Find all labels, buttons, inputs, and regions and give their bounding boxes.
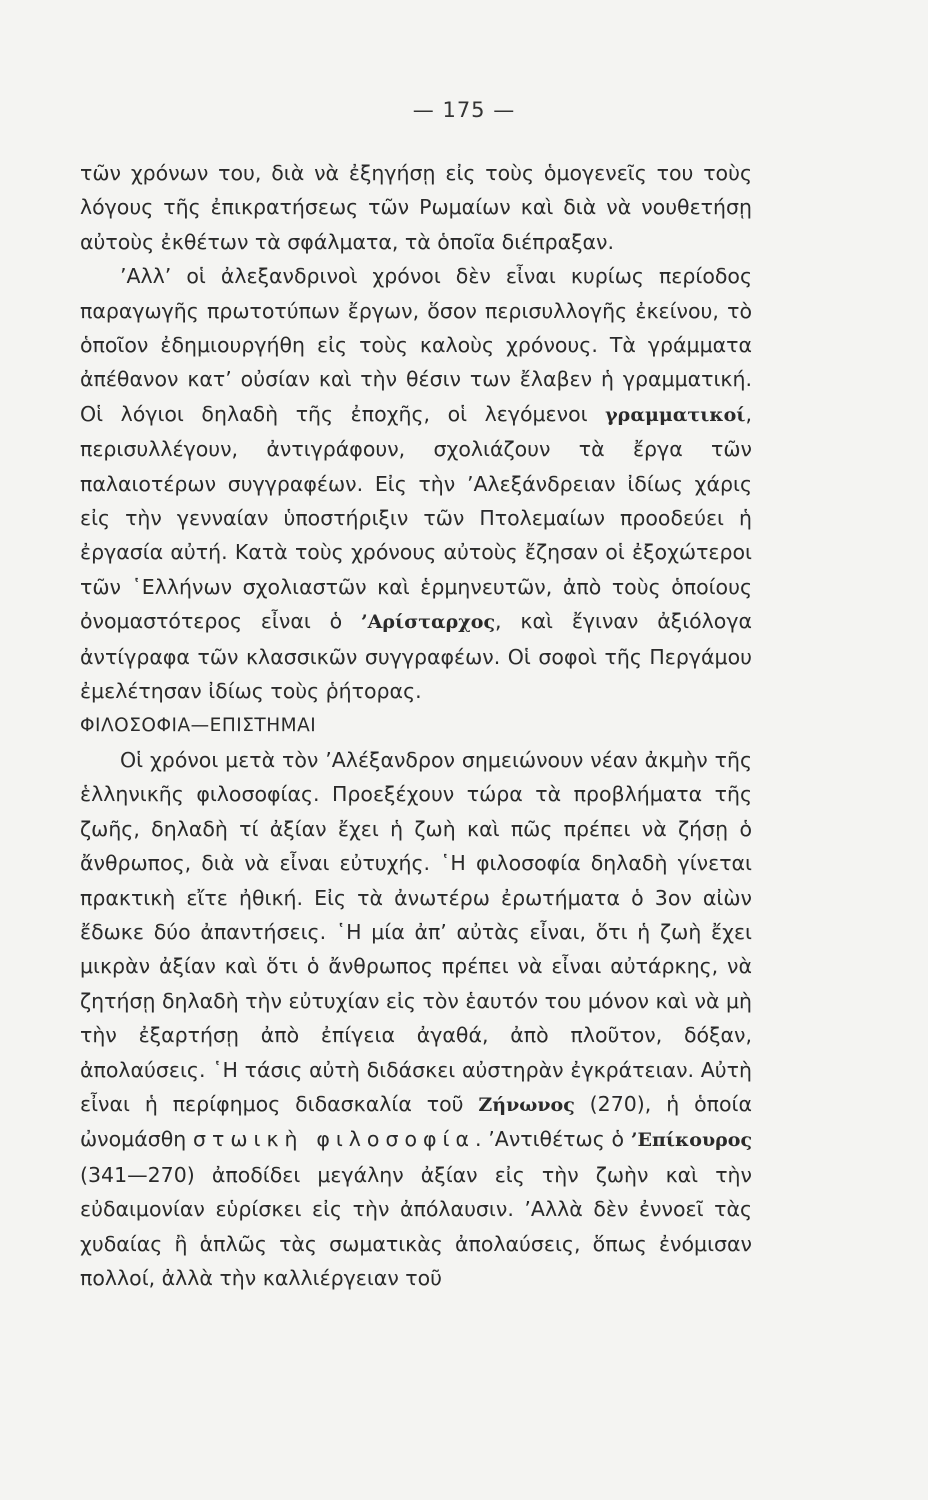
paragraph-3-text-1: Οἱ χρόνοι μετὰ τὸν ’Αλέξανδρον σημειώνουν νέαν ἀκμὴν τῆς ἑλληνικῆς φιλοσοφίας. Προεξέχουν τώρα τὰ προβλήματα τῆς ζωῆς, δηλαδὴ τί ἀξίαν ἔχει ἡ ζωὴ καὶ πῶς πρέπει νὰ ζήσῃ ὁ ἄνθρωπος, διὰ νὰ εἶναι εὐτυχής. ῾Η φιλοσοφία δηλαδὴ γίνεται πρακτικὴ εἴτε ἠθική. Εἰς τὰ ἀνωτέρω ἐρωτήματα ὁ 3ον αἰὼν ἔδωκε δύο ἀπαντήσεις. ῾Η μία ἀπ’ αὐτὰς εἶναι, ὅτι ἡ ζωὴ ἔχει μικρὰν ἀξίαν καὶ ὅτι ὁ ἄνθρωπος πρέπει νὰ εἶναι αὐτάρκης, νὰ ζητήσῃ δηλαδὴ τὴν εὐτυχίαν εἰς τὸν ἑαυτόν του μόνον καὶ νὰ μὴ τὴν ἐξαρτήσῃ ἀπὸ ἐπίγεια ἀγαθά, ἀπὸ πλοῦτον, δόξαν, ἀπολαύσεις. ῾Η τάσις αὐτὴ διδάσκει αὐστηρὰν ἐγκράτειαν. Αὐτὴ εἶναι ἡ περίφημος διδασκαλία τοῦ — [80, 747, 753, 1116]
paragraph-2 — [80, 259, 752, 708]
paragraph-2-text-3: , καὶ ἔγιναν ἀξιόλογα ἀντίγραφα τῶν κλασσικῶν συγγραφέων. Οἱ σοφοὶ τῆς Περγάμου ἐμελέτησαν ἰδίως τοὺς ῥήτορας. — [80, 609, 752, 704]
page-number: — 175 — — [412, 98, 516, 122]
name-zenon: Ζήνωνος — [478, 1093, 575, 1116]
paragraph-1: τῶν χρόνων του, διὰ νὰ ἐξηγήσῃ εἰς τοὺς ὁμογενεῖς του τοὺς λόγους τῆς ἐπικρατήσεως τῶν Ρωμαίων καὶ διὰ νὰ νουθετήσῃ αὐτοὺς ἐκθέτων τὰ σφάλματα, τὰ ὁποῖα διέπραξαν. — [80, 161, 752, 254]
paragraph-3-text-2: (270), ἡ ὁποία ὠνομάσθη — [80, 1091, 752, 1152]
name-aristarchos: ’Αρίσταρχος — [361, 611, 496, 634]
paragraph-2-text-2: , περισυλλέγουν, ἀντιγράφουν, σχολιάζουν τὰ ἔργα τῶν παλαιοτέρων συγγραφέων. Εἰς τὴν ’Αλεξάνδρειαν ἰδίως χάρις εἰς τὴν γενναίαν ὑποστήριξιν τῶν Πτολεμαίων προοδεύει ἡ ἐργασία αὐτή. Κατὰ τοὺς χρόνους αὐτοὺς ἔζησαν οἱ ἐξοχώτεροι τῶν ῾Ελλήνων σχολιαστῶν καὶ ἑρμηνευτῶν, ἀπὸ τοὺς ὁποίους ὀνομαστότερος εἶναι ὁ — [80, 401, 752, 634]
body-text — [80, 156, 752, 1295]
paragraph-3 — [80, 743, 752, 1296]
name-epikouros: ’Επίκουρος — [630, 1129, 753, 1152]
section-heading: ΦΙΛΟΣΟΦΙΑ—ΕΠΙΣΤΗΜΑΙ — [80, 714, 317, 736]
term-grammatikoi: γραμματικοί — [605, 403, 746, 426]
term-stoic-philosophy: στωικὴ φιλοσοφία — [193, 1127, 475, 1152]
paragraph-3-text-3: . ’Αντιθέτως ὁ — [474, 1127, 631, 1152]
paragraph-3-text-4: (341—270) ἀποδίδει μεγάλην ἀξίαν εἰς τὴν ζωὴν καὶ τὴν εὐδαιμονίαν εὑρίσκει εἰς τὴν ἀπόλαυσιν. ’Αλλὰ δὲν ἐννοεῖ τὰς χυδαίας ἢ ἁπλῶς τὰς σωματικὰς ἀπολαύσεις, ὅπως ἐνόμισαν πολλοί, ἀλλὰ τὴν καλλιέργειαν τοῦ — [80, 1162, 752, 1290]
paragraph-2-text-1: ’Αλλ’ οἱ ἀλεξανδρινοὶ χρόνοι δὲν εἶναι κυρίως περίοδος παραγωγῆς πρωτοτύπων ἔργων, ὅσον περισυλλογῆς ἐκείνου, τὸ ὁποῖον ἐδημιουργήθη εἰς τοὺς καλοὺς χρόνους. Τὰ γράμματα ἀπέθανον κατ’ οὐσίαν καὶ τὴν θέσιν των ἔλαβεν ἡ γραμματική. Οἱ λόγιοι δηλαδὴ τῆς ἐποχῆς, οἱ λεγόμενοι — [80, 264, 752, 426]
